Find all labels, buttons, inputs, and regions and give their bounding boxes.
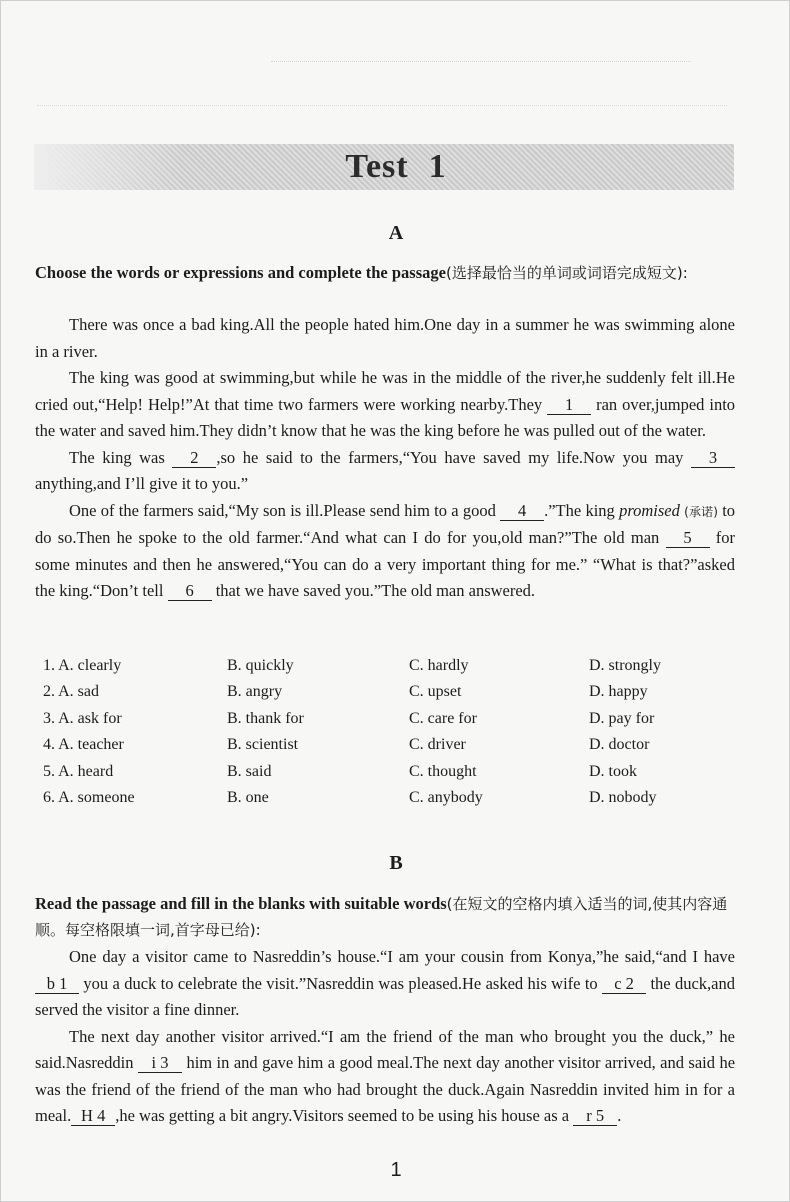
option[interactable]: C. upset — [409, 683, 462, 701]
option-row — [43, 683, 743, 709]
option[interactable]: 2. A. sad — [43, 683, 99, 701]
option-row — [43, 789, 743, 815]
passage-b — [35, 944, 735, 1130]
option[interactable]: B. one — [227, 788, 269, 806]
blank-b1[interactable]: b 1 — [35, 975, 79, 994]
option[interactable]: D. strongly — [589, 657, 661, 674]
page-number: 1 — [390, 1159, 402, 1181]
instruction-cn: (选择最恰当的单词或词语完成短文): — [445, 264, 688, 282]
option[interactable]: 1. A. clearly — [43, 657, 122, 674]
blank-b4[interactable]: H 4 — [71, 1107, 115, 1126]
option[interactable]: D. doctor — [589, 736, 650, 754]
option[interactable]: C. driver — [409, 736, 466, 754]
passage-a-paragraph: One of the farmers said,“My son is ill.Please send him to a good 4 .”The king promised (承诺) to do so.Then he spoke to the old farmer.“And what can I do for you,old man?”The old man 5 for some minutes and then he answered,“You can do a very important thing for me.” “What is that?”asked the king.“Don’t tell 6 that we have saved you.”The old man answered. — [35, 500, 736, 600]
option[interactable]: C. hardly — [409, 657, 469, 674]
option[interactable]: 3. A. ask for — [43, 709, 122, 727]
passage-a — [35, 312, 735, 605]
title-number: 1 — [428, 148, 447, 185]
passage-a-paragraph: The king was good at swimming,but while he was in the middle of the river,he suddenly felt ill.He cried out,“Help! Help!”At that time two farmers were working nearby.They 1 ran over,jumped into the water and saved him.They didn’t know that he was the king before he was pulled out of the water. — [35, 368, 736, 440]
instruction-en: Choose the words or expressions and complete the passage — [35, 263, 446, 282]
blank-b5[interactable]: r 5 — [573, 1107, 617, 1126]
option[interactable]: B. scientist — [227, 736, 299, 754]
option[interactable]: B. thank for — [227, 709, 304, 727]
instruction-en: Read the passage and fill in the blanks with suitable words — [35, 894, 447, 913]
blank-6[interactable]: 6 — [168, 582, 212, 601]
section-b-instruction — [35, 891, 735, 943]
option-row — [43, 763, 743, 789]
option[interactable]: C. thought — [409, 762, 477, 780]
bleed-through-text — [271, 61, 691, 76]
section-b-heading: B — [389, 852, 403, 874]
option[interactable]: 5. A. heard — [43, 762, 114, 780]
blank-b3[interactable]: i 3 — [138, 1054, 182, 1073]
blank-2[interactable]: 2 — [172, 449, 216, 468]
section-a-heading: A — [388, 222, 404, 244]
passage-a-paragraph: There was once a bad king.All the people hated him.One day in a summer he was swimming alone in a river. — [35, 315, 735, 361]
option[interactable]: 4. A. teacher — [43, 736, 124, 754]
option-row — [43, 736, 743, 762]
passage-b-paragraph: The next day another visitor arrived.“I am the friend of the man who brought you the duck,” he said.Nasreddin i 3 him in and gave him a good meal.The next day another visitor arrived, and said he was the friend of the friend of the man who had brought the duck.Again Nasreddin invited him in for a meal. H 4 ,he was getting a bit angry.Visitors seemed to be using his house as a r 5 . — [35, 1026, 736, 1125]
option[interactable]: D. pay for — [589, 709, 655, 727]
blank-b2[interactable]: c 2 — [602, 975, 646, 994]
option[interactable]: C. anybody — [409, 788, 483, 806]
option[interactable]: B. quickly — [227, 657, 294, 674]
option-row — [43, 657, 743, 683]
blank-3[interactable]: 3 — [691, 449, 735, 468]
bleed-through-text — [37, 105, 727, 120]
blank-4[interactable]: 4 — [500, 502, 544, 521]
option[interactable]: C. care for — [409, 709, 477, 727]
option-row — [43, 710, 743, 736]
options-table — [43, 657, 743, 815]
instruction-cn: (在短文的空格内填入适当的词,使其内容通顺。每空格限填一词,首字母已给): — [35, 895, 728, 939]
option[interactable]: D. took — [589, 762, 637, 780]
option[interactable]: D. happy — [589, 683, 648, 701]
passage-a-paragraph: The king was 2 ,so he said to the farmers,“You have saved my life.Now you may 3 anything,and I’ll give it to you.” — [35, 445, 735, 498]
section-a-instruction — [35, 260, 735, 286]
title-word: Test — [345, 148, 409, 185]
option[interactable]: B. said — [227, 762, 272, 780]
option[interactable]: 6. A. someone — [43, 788, 135, 806]
page-title — [1, 148, 790, 186]
blank-1[interactable]: 1 — [547, 396, 591, 415]
passage-b-paragraph: One day a visitor came to Nasreddin’s house.“I am your cousin from Konya,”he said,“and I have b 1 you a duck to celebrate the visit.”Nasreddin was pleased.He asked his wife to c 2 the duck,and served the visitor a fine dinner. — [35, 947, 735, 1019]
blank-5[interactable]: 5 — [666, 529, 710, 548]
option[interactable]: B. angry — [227, 683, 283, 701]
option[interactable]: D. nobody — [589, 788, 657, 806]
